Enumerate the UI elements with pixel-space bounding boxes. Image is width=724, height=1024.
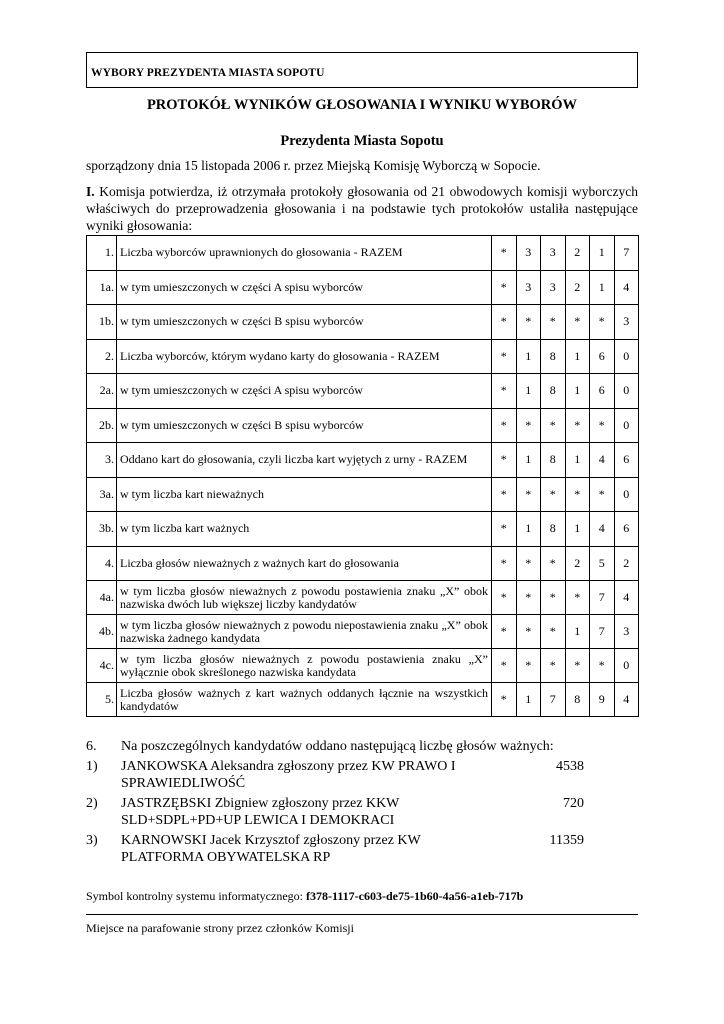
candidate-name-line1: KARNOWSKI Jacek Krzysztof zgłoszony przez KW [121, 833, 421, 848]
section-6 [86, 739, 638, 866]
initials-footer: Miejsce na parafowanie strony przez członków Komisji [86, 921, 354, 935]
election-header-box [86, 52, 638, 88]
digit-cell: 1 [565, 443, 590, 478]
row-number: 1a. [87, 270, 117, 305]
digit-cell: * [541, 649, 566, 683]
row-description: w tym liczba głosów nieważnych z powodu postawienia znaku „X” obok nazwiska dwóch lub większej liczby kandydatów [117, 581, 492, 615]
digit-cell: 6 [614, 512, 639, 547]
row-number: 5. [87, 683, 117, 717]
digit-cell: 1 [590, 236, 615, 271]
digit-cell: 1 [565, 339, 590, 374]
row-description: Liczba głosów nieważnych z ważnych kart do głosowania [117, 546, 492, 581]
row-number: 2. [87, 339, 117, 374]
digit-cell: 0 [614, 374, 639, 409]
row-number: 3b. [87, 512, 117, 547]
digit-cell: 8 [541, 443, 566, 478]
table-row [87, 236, 639, 271]
row-description: w tym liczba kart ważnych [117, 512, 492, 547]
row-description: Liczba głosów ważnych z kart ważnych oddanych łącznie na wszystkich kandydatów [117, 683, 492, 717]
digit-cell: 7 [590, 581, 615, 615]
candidate-votes: 11359 [549, 833, 584, 848]
row-number: 3. [87, 443, 117, 478]
candidate-name-line2: SLD+SDPL+PD+UP LEWICA I DEMOKRACI [121, 813, 395, 828]
candidate-name-line2: SPRAWIEDLIWOŚĆ [121, 776, 246, 791]
digit-cell: 1 [565, 615, 590, 649]
digit-cell: * [492, 512, 517, 547]
digit-cell: * [516, 546, 541, 581]
row-description: Liczba wyborców uprawnionych do głosowania - RAZEM [117, 236, 492, 271]
digit-cell: * [541, 477, 566, 512]
row-number: 3a. [87, 477, 117, 512]
digit-cell: * [492, 581, 517, 615]
digit-cell: * [541, 546, 566, 581]
row-number: 1b. [87, 305, 117, 340]
candidate-name [121, 758, 466, 792]
digit-cell: * [565, 305, 590, 340]
section-6-number: 6. [86, 739, 97, 754]
candidate-item [86, 832, 638, 866]
digit-cell: 1 [516, 683, 541, 717]
digit-cell: 0 [614, 649, 639, 683]
row-description: w tym liczba kart nieważnych [117, 477, 492, 512]
digit-cell: * [590, 408, 615, 443]
section-6-heading [86, 739, 638, 755]
table-row [87, 546, 639, 581]
row-description: w tym umieszczonych w części A spisu wyborców [117, 374, 492, 409]
digit-cell: * [590, 305, 615, 340]
digit-cell: 6 [590, 339, 615, 374]
digit-cell: * [492, 546, 517, 581]
digit-cell: 0 [614, 339, 639, 374]
digit-cell: * [516, 649, 541, 683]
digit-cell: 2 [565, 236, 590, 271]
row-description: w tym umieszczonych w części A spisu wyborców [117, 270, 492, 305]
section-1-marker: I. [86, 184, 95, 199]
digit-cell: 1 [516, 512, 541, 547]
candidate-name [121, 795, 466, 829]
table-row [87, 581, 639, 615]
row-number: 2a. [87, 374, 117, 409]
table-row [87, 649, 639, 683]
digit-cell: 0 [614, 477, 639, 512]
digit-cell: 3 [614, 305, 639, 340]
control-symbol [86, 889, 638, 904]
digit-cell: 4 [590, 512, 615, 547]
candidate-list [86, 758, 638, 866]
row-description: w tym liczba głosów nieważnych z powodu postawienia znaku „X” wyłącznie obok skreślonego nazwiska kandydata [117, 649, 492, 683]
digit-cell: * [492, 374, 517, 409]
digit-cell: 7 [590, 615, 615, 649]
row-number: 4. [87, 546, 117, 581]
digit-cell: * [516, 305, 541, 340]
candidate-name-line1: JASTRZĘBSKI Zbigniew zgłoszony przez KKW [121, 796, 400, 811]
digit-cell: * [565, 649, 590, 683]
digit-cell: * [590, 477, 615, 512]
protocol-page [86, 52, 638, 936]
digit-cell: 3 [614, 615, 639, 649]
candidate-index: 2) [86, 796, 98, 811]
digit-cell: 3 [541, 236, 566, 271]
candidate-index: 1) [86, 759, 98, 774]
row-number: 4b. [87, 615, 117, 649]
table-row [87, 443, 639, 478]
candidate-item [86, 758, 638, 792]
digit-cell: 8 [541, 339, 566, 374]
digit-cell: * [492, 443, 517, 478]
row-number: 1. [87, 236, 117, 271]
footer-divider [86, 914, 638, 915]
table-row [87, 477, 639, 512]
digit-cell: 4 [614, 683, 639, 717]
digit-cell: 1 [590, 270, 615, 305]
row-description: w tym umieszczonych w części B spisu wyborców [117, 305, 492, 340]
digit-cell: 6 [614, 443, 639, 478]
digit-cell: 9 [590, 683, 615, 717]
results-table [86, 235, 639, 717]
candidate-name [121, 832, 466, 866]
row-number: 4c. [87, 649, 117, 683]
table-row [87, 408, 639, 443]
control-symbol-label: Symbol kontrolny systemu informatycznego: [86, 889, 306, 903]
document-subtitle: Prezydenta Miasta Sopotu [280, 133, 444, 149]
digit-cell: 1 [516, 443, 541, 478]
digit-cell: * [516, 408, 541, 443]
candidate-votes: 4538 [556, 759, 584, 774]
table-row [87, 374, 639, 409]
digit-cell: 1 [565, 374, 590, 409]
candidate-name-line1: JANKOWSKA Aleksandra zgłoszony przez KW PRAWO I [121, 759, 456, 774]
digit-cell: 8 [541, 512, 566, 547]
digit-cell: * [541, 615, 566, 649]
table-row [87, 305, 639, 340]
digit-cell: 8 [565, 683, 590, 717]
section-1-text: Komisja potwierdza, iż otrzymała protokoły głosowania od 21 obwodowych komisji wyborczych właściwych do przeprowadzenia głosowania i na podstawie tych protokołów ustaliła następujące wyniki głosowania: [86, 184, 638, 233]
table-row [87, 339, 639, 374]
digit-cell: * [541, 305, 566, 340]
digit-cell: * [516, 615, 541, 649]
digit-cell: * [541, 408, 566, 443]
digit-cell: * [492, 339, 517, 374]
digit-cell: * [492, 683, 517, 717]
digit-cell: 4 [614, 581, 639, 615]
digit-cell: * [565, 408, 590, 443]
digit-cell: * [492, 236, 517, 271]
digit-cell: 3 [516, 270, 541, 305]
digit-cell: * [516, 477, 541, 512]
digit-cell: 1 [565, 512, 590, 547]
digit-cell: 3 [516, 236, 541, 271]
section-1-intro [86, 183, 638, 234]
row-description: w tym umieszczonych w części B spisu wyborców [117, 408, 492, 443]
row-description: w tym liczba głosów nieważnych z powodu niepostawienia znaku „X” obok nazwiska żadnego kandydata [117, 615, 492, 649]
digit-cell: 5 [590, 546, 615, 581]
digit-cell: 4 [614, 270, 639, 305]
digit-cell: * [492, 615, 517, 649]
digit-cell: * [492, 270, 517, 305]
candidate-votes: 720 [563, 796, 584, 811]
digit-cell: 3 [541, 270, 566, 305]
document-title: PROTOKÓŁ WYNIKÓW GŁOSOWANIA I WYNIKU WYBORÓW [146, 97, 578, 113]
table-row [87, 615, 639, 649]
digit-cell: 7 [541, 683, 566, 717]
digit-cell: 0 [614, 408, 639, 443]
election-header-text: WYBORY PREZYDENTA MIASTA SOPOTU [91, 67, 325, 79]
digit-cell: * [565, 581, 590, 615]
digit-cell: * [492, 305, 517, 340]
row-number: 2b. [87, 408, 117, 443]
control-symbol-code: f378-1117-c603-de75-1b60-4a56-a1eb-717b [305, 889, 524, 903]
digit-cell: 2 [565, 546, 590, 581]
digit-cell: * [565, 477, 590, 512]
digit-cell: 1 [516, 374, 541, 409]
candidate-item [86, 795, 638, 829]
drafting-statement: sporządzony dnia 15 listopada 2006 r. przez Miejską Komisję Wyborczą w Sopocie. [86, 158, 541, 173]
digit-cell: * [492, 649, 517, 683]
digit-cell: * [492, 477, 517, 512]
digit-cell: 2 [565, 270, 590, 305]
table-row [87, 683, 639, 717]
digit-cell: 7 [614, 236, 639, 271]
table-row [87, 270, 639, 305]
candidate-name-line2: PLATFORMA OBYWATELSKA RP [121, 850, 331, 865]
candidate-index: 3) [86, 833, 98, 848]
row-description: Oddano kart do głosowania, czyli liczba kart wyjętych z urny - RAZEM [117, 443, 492, 478]
section-6-heading-text: Na poszczególnych kandydatów oddano następującą liczbę głosów ważnych: [121, 739, 554, 754]
row-description: Liczba wyborców, którym wydano karty do głosowania - RAZEM [117, 339, 492, 374]
digit-cell: * [590, 649, 615, 683]
digit-cell: 6 [590, 374, 615, 409]
digit-cell: 4 [590, 443, 615, 478]
digit-cell: * [541, 581, 566, 615]
digit-cell: * [492, 408, 517, 443]
row-number: 4a. [87, 581, 117, 615]
digit-cell: * [516, 581, 541, 615]
table-row [87, 512, 639, 547]
digit-cell: 1 [516, 339, 541, 374]
digit-cell: 2 [614, 546, 639, 581]
digit-cell: 8 [541, 374, 566, 409]
